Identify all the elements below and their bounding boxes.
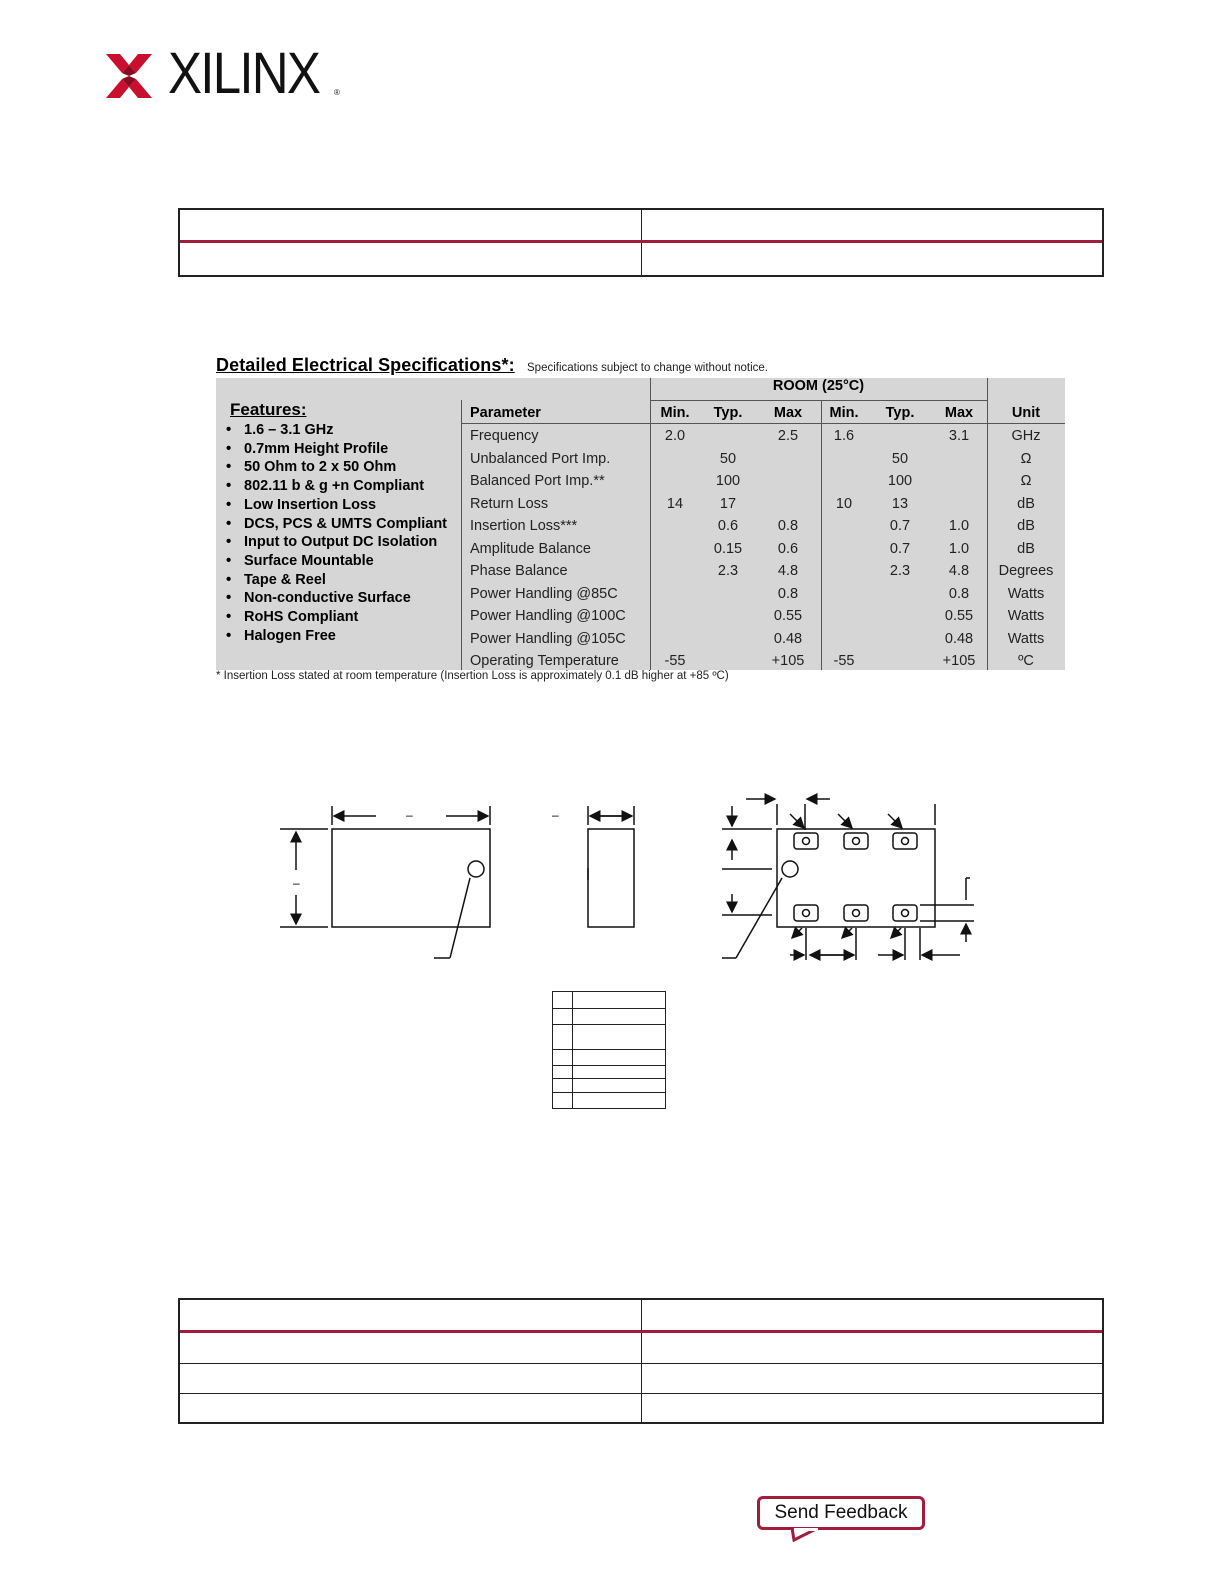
xilinx-mark-icon — [106, 54, 152, 98]
spec-value — [765, 448, 811, 471]
spec-value: 0.55 — [773, 608, 803, 624]
dimension-label: – — [406, 808, 413, 822]
spec-value — [821, 628, 867, 651]
spec-value: -55 — [664, 653, 686, 669]
parameter-name: Power Handling @105C — [470, 630, 626, 647]
spec-value — [821, 583, 867, 606]
table-cell — [180, 210, 641, 240]
spec-value: 0.7 — [889, 540, 911, 557]
list-item: • Input to Output DC Isolation — [226, 533, 474, 552]
parameter-name: Phase Balance — [470, 563, 568, 579]
table-cell — [180, 243, 641, 275]
column-header: Typ. — [713, 405, 743, 421]
spec-value — [821, 515, 867, 538]
table-cell — [641, 243, 1103, 275]
spec-value: +105 — [942, 653, 976, 669]
spec-value: 1.0 — [948, 540, 970, 557]
spec-value — [821, 560, 867, 583]
table-cell — [180, 1333, 641, 1363]
column-header: Typ. — [885, 405, 915, 421]
spec-value: 2.3 — [889, 563, 911, 579]
spec-value: -55 — [833, 653, 855, 669]
spec-value: Ω — [1020, 473, 1032, 489]
spec-value: Watts — [1007, 585, 1045, 602]
spec-value: 2.3 — [717, 563, 739, 579]
spec-value: 50 — [891, 450, 909, 467]
spec-value — [652, 538, 698, 561]
spec-value: 0.8 — [948, 585, 970, 602]
spec-value: 0.15 — [713, 540, 743, 557]
dimension-label: – — [552, 808, 559, 822]
spec-value: 100 — [887, 473, 913, 489]
spec-value: +105 — [771, 653, 805, 669]
parameter-name: Return Loss — [470, 495, 549, 512]
spec-value: 4.8 — [777, 563, 799, 579]
xilinx-logo — [106, 41, 346, 106]
spec-value: 10 — [835, 495, 853, 512]
spec-value — [765, 493, 811, 516]
spec-footnote: * Insertion Loss stated at room temperature (Insertion Loss is approximately 0.1 dB higher at +85 ºC) — [216, 670, 729, 682]
list-item: • DCS, PCS & UMTS Compliant — [226, 515, 454, 534]
send-feedback-button[interactable]: Send Feedback — [757, 1496, 925, 1530]
table-cell — [641, 1394, 1103, 1422]
spec-value — [652, 605, 698, 628]
spec-value: Watts — [1007, 608, 1045, 624]
spec-value — [821, 605, 867, 628]
spec-value — [877, 628, 923, 651]
spec-value — [821, 538, 867, 561]
spec-value — [877, 605, 923, 628]
dimension-label: – — [293, 876, 300, 890]
spec-value — [877, 650, 923, 673]
table-row — [553, 1078, 665, 1092]
spec-value — [652, 583, 698, 606]
spec-value — [705, 628, 751, 651]
side-view-body — [588, 829, 634, 927]
spec-value — [936, 493, 982, 516]
spec-value: 0.8 — [777, 518, 799, 534]
spec-value: 1.6 — [833, 428, 855, 444]
list-item: • 802.11 b & g +n Compliant — [226, 477, 474, 496]
spec-value: dB — [1017, 540, 1035, 557]
divider — [987, 378, 988, 670]
spec-value: 0.8 — [777, 585, 799, 602]
column-header: Min. — [660, 405, 690, 421]
table-row — [180, 1393, 1102, 1422]
spec-value: 1.0 — [948, 518, 970, 534]
parameter-name: Frequency — [470, 428, 539, 444]
parameter-name: Power Handling @100C — [470, 608, 626, 624]
parameter-name: Operating Temperature — [470, 653, 619, 669]
pin-configuration-table — [552, 991, 666, 1109]
spec-value — [877, 583, 923, 606]
table-cell — [180, 1394, 641, 1422]
spec-value: 0.6 — [777, 540, 799, 557]
spec-value: 3.1 — [948, 428, 970, 444]
spec-value — [652, 515, 698, 538]
spec-value: 100 — [715, 473, 741, 489]
logo-registered-mark: ® — [334, 88, 340, 97]
spec-value: GHz — [1011, 428, 1041, 444]
spec-value — [705, 425, 751, 448]
spec-value — [821, 448, 867, 471]
table-row — [553, 1065, 665, 1078]
spec-value: Degrees — [998, 563, 1054, 579]
spec-value: 2.0 — [664, 428, 686, 444]
room-temperature-header: ROOM (25°C) — [772, 378, 865, 394]
spec-value: ºC — [1018, 653, 1034, 669]
table-cell — [180, 1300, 641, 1330]
list-item: • 50 Ohm to 2 x 50 Ohm — [226, 458, 474, 477]
table-row — [180, 1300, 1102, 1333]
spec-value: 0.55 — [944, 608, 974, 624]
features-title: Features: — [230, 400, 307, 419]
list-item: • Low Insertion Loss — [226, 496, 474, 515]
spec-value — [652, 628, 698, 651]
column-header: Parameter — [470, 405, 541, 421]
spec-value: dB — [1017, 518, 1035, 534]
divider — [462, 423, 1065, 424]
list-item: • 0.7mm Height Profile — [226, 440, 474, 459]
table-row — [553, 1092, 665, 1108]
column-header: Unit — [1011, 405, 1041, 421]
parameter-name: Unbalanced Port Imp. — [470, 450, 611, 467]
spec-value: 0.48 — [944, 630, 974, 647]
table-cell — [641, 1364, 1103, 1393]
spec-value — [765, 470, 811, 493]
parameter-name: Amplitude Balance — [470, 540, 591, 557]
table-row — [553, 1049, 665, 1065]
spec-value: 13 — [891, 495, 909, 512]
spec-value — [877, 425, 923, 448]
top-view-body — [332, 829, 490, 927]
pin1-marker — [468, 861, 484, 877]
parameter-name: Power Handling @85C — [470, 585, 618, 602]
spec-value: 50 — [719, 450, 737, 467]
bottom-info-table — [178, 1298, 1104, 1424]
column-header: Max — [773, 405, 803, 421]
spec-value: 2.5 — [777, 428, 799, 444]
column-header: Min. — [829, 405, 859, 421]
spec-value — [936, 448, 982, 471]
table-row — [553, 1024, 665, 1049]
spec-value: dB — [1017, 495, 1035, 512]
table-row — [180, 243, 1102, 275]
column-header: Max — [944, 405, 974, 421]
spec-value: 0.6 — [717, 518, 739, 534]
table-cell — [641, 1300, 1103, 1330]
package-outline-drawing — [270, 790, 990, 970]
list-item: • Halogen Free — [226, 627, 474, 646]
feedback-bubble-tail-icon — [790, 1528, 820, 1542]
list-item: • Non-conductive Surface — [226, 589, 474, 608]
list-item: • RoHS Compliant — [226, 608, 474, 627]
spec-value — [705, 605, 751, 628]
features-list — [226, 421, 474, 645]
spec-value: 4.8 — [948, 563, 970, 579]
spec-value: Watts — [1007, 630, 1045, 647]
spec-value: 14 — [666, 495, 684, 512]
spec-title: Detailed Electrical Specifications*: — [216, 355, 515, 375]
spec-value: 0.7 — [889, 518, 911, 534]
divider — [650, 378, 651, 670]
spec-note: Specifications subject to change without notice. — [527, 362, 769, 374]
table-cell — [180, 1364, 641, 1393]
table-row — [553, 1008, 665, 1024]
table-row — [180, 1363, 1102, 1393]
list-item: • Surface Mountable — [226, 552, 474, 571]
pin1-marker — [782, 861, 798, 877]
bottom-view-body — [777, 829, 935, 927]
parameter-name: Insertion Loss*** — [470, 518, 578, 534]
spec-value: Ω — [1020, 450, 1032, 467]
spec-value — [652, 448, 698, 471]
list-item: • 1.6 – 3.1 GHz — [226, 421, 474, 440]
spec-value — [652, 470, 698, 493]
divider — [650, 400, 987, 401]
table-cell — [641, 1333, 1103, 1363]
spec-value — [936, 470, 982, 493]
spec-value: 0.48 — [773, 630, 803, 647]
list-item: • Tape & Reel — [226, 571, 474, 590]
top-info-table — [178, 208, 1104, 277]
table-row — [180, 1333, 1102, 1363]
parameter-name: Balanced Port Imp.** — [470, 473, 605, 489]
spec-value — [652, 560, 698, 583]
table-row — [180, 210, 1102, 243]
table-cell — [641, 210, 1103, 240]
spec-value: 17 — [719, 495, 737, 512]
table-row — [553, 992, 665, 1008]
spec-value — [705, 583, 751, 606]
spec-value — [821, 470, 867, 493]
logo-wordmark: XILINX — [168, 41, 320, 106]
